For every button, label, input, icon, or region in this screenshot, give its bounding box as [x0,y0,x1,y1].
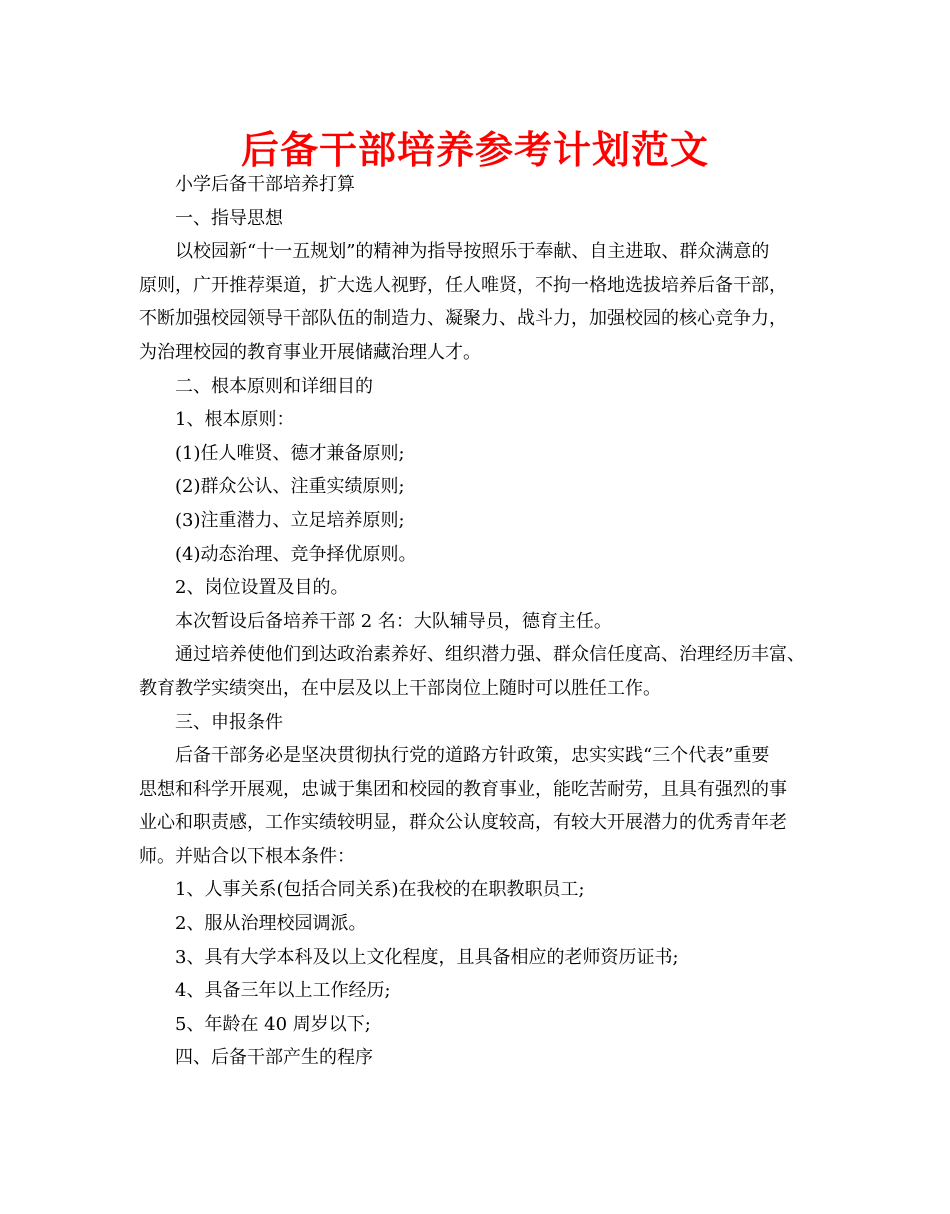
paragraph-line: (3)注重潜力、立足培养原则; [175,509,405,531]
paragraph [139,504,819,538]
paragraph-line: 一、指导思想 [175,207,283,229]
paragraph-line: (4)动态治理、竞争择优原则。 [175,543,417,565]
paragraph-line: 二、根本原则和详细目的 [175,375,373,397]
paragraph-line: 小学后备干部培养打算 [175,174,355,195]
paragraph-line: 为治理校园的教育事业开展储藏治理人才。 [139,341,481,363]
paragraph-line: 四、后备干部产生的程序 [175,1047,373,1069]
paragraph-line: 后备干部务必是坚决贯彻执行党的道路方针政策，忠实实践“三个代表”重要 [175,745,770,767]
paragraph-line: 教育教学实绩突出，在中层及以上干部岗位上随时可以胜任工作。 [139,677,661,699]
paragraph [139,974,819,1008]
paragraph [139,907,819,941]
paragraph-line: 通过培养使他们到达政治素养好、组织潜力强、群众信任度高、治理经历丰富、 [175,644,805,666]
paragraph-line: 3、具有大学本科及以上文化程度，且具备相应的老师资历证书; [175,946,679,968]
paragraph [139,403,819,437]
paragraph-line: 师。并贴合以下根本条件： [139,845,355,867]
document-title: 后备干部培养参考计划范文 [240,128,709,172]
paragraph [139,941,819,975]
paragraph-line: 4、具备三年以上工作经历; [175,980,391,1002]
paragraph [139,1008,819,1042]
paragraph [139,638,819,705]
paragraph [139,202,819,236]
paragraph-line: 原则，广开推荐渠道，扩大选人视野，任人唯贤，不拘一格地选拔培养后备干部， [139,274,787,296]
paragraph [139,873,819,907]
paragraph [139,470,819,504]
paragraph-line: 5、年龄在 40 周岁以下; [175,1013,371,1035]
paragraph-line: 以校园新“十一五规划”的精神为指导按照乐于奉献、自主进取、群众满意的 [175,241,770,263]
paragraph [139,571,819,605]
paragraph [139,437,819,471]
paragraph-line: (2)群众公认、注重实绩原则; [175,476,405,498]
paragraph-line: 业心和职责感，工作实绩较明显，群众公认度较高，有较大开展潜力的优秀青年老 [139,812,787,834]
paragraph-line: 不断加强校园领导干部队伍的制造力、凝聚力、战斗力，加强校园的核心竞争力， [139,308,787,330]
paragraph [139,1041,819,1075]
paragraph-line: 思想和科学开展观，忠诚于集团和校园的教育事业，能吃苦耐劳，且具有强烈的事 [139,778,787,800]
paragraph-line: 三、申报条件 [175,711,283,733]
paragraph-line: 1、人事关系(包括合同关系)在我校的在职教职员工; [175,879,585,901]
paragraph [139,605,819,639]
paragraph-line: (1)任人唯贤、德才兼备原则; [175,442,405,464]
paragraph [139,168,819,202]
paragraph-line: 本次暂设后备培养干部 2 名：大队辅导员，德育主任。 [175,610,612,632]
paragraph [139,370,819,404]
paragraph [139,706,819,740]
paragraph-line: 2、岗位设置及目的。 [175,577,349,599]
paragraph [139,538,819,572]
paragraph [139,235,819,369]
paragraph-line: 2、服从治理校园调派。 [175,913,367,935]
paragraph-line: 1、根本原则： [175,409,295,431]
paragraph [139,739,819,873]
document-body [139,168,819,1075]
